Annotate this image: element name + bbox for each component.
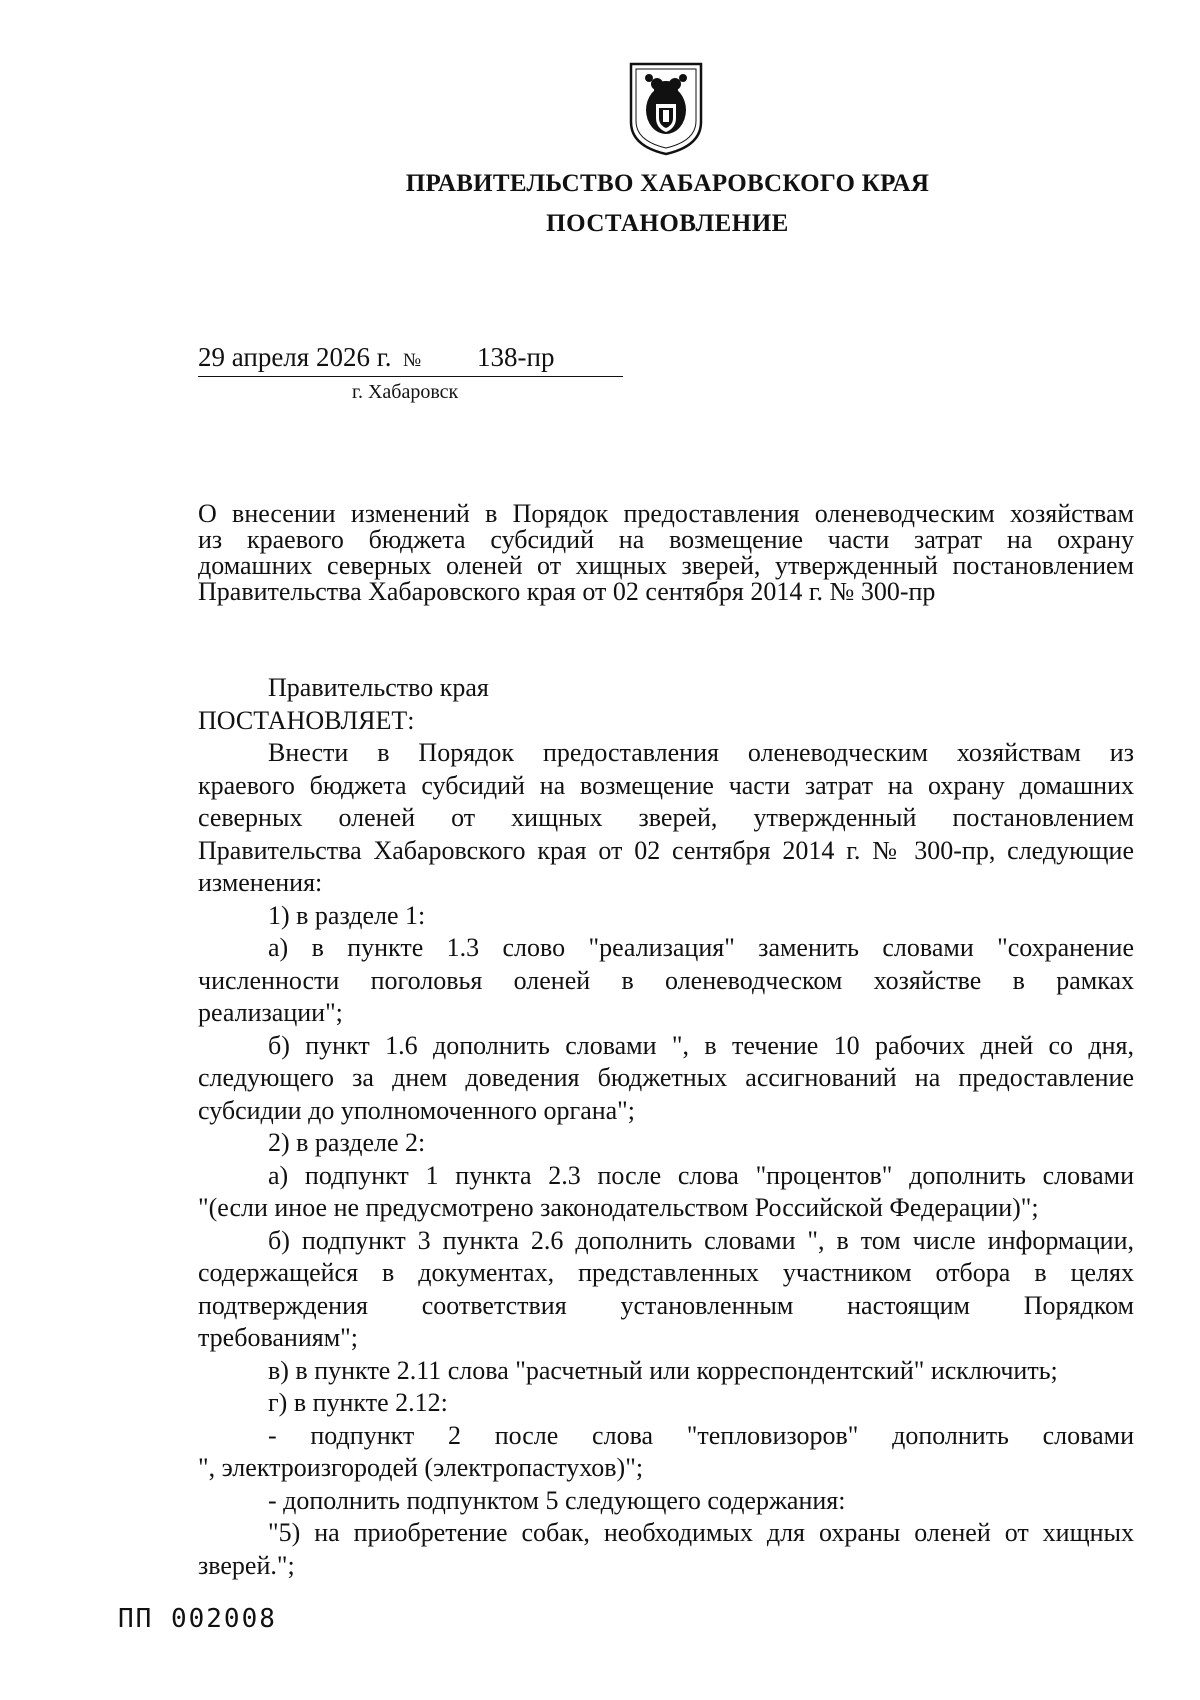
subject-line: О внесении изменений в Порядок предоставления оленеводческим хозяйствам [198, 499, 1134, 528]
number-sign: № [403, 350, 422, 371]
subject-line: Правительства Хабаровского края от 02 сентября 2014 г. № 300-пр [198, 577, 936, 606]
item-1b-line: б) пункт 1.6 дополнить словами ", в течение 10 рабочих дней со дня, [268, 1030, 1134, 1060]
organization-title: ПРАВИТЕЛЬСТВО ХАБАРОВСКОГО КРАЯ [405, 170, 930, 197]
khabarovsk-bear-emblem-icon [627, 60, 705, 156]
section-2: 2) в разделе 2: [268, 1128, 426, 1157]
intro-line: краевого бюджета субсидий на возмещение части затрат на охрану домашних [198, 770, 1134, 800]
document-body [198, 672, 1134, 1582]
item-2g-dash1-line: ", электроизгородей (электропастухов)"; [198, 1453, 644, 1482]
item-2a-line: а) подпункт 1 пункта 2.3 после слова "процентов" дополнить словами [268, 1160, 1134, 1190]
subject-line: из краевого бюджета субсидий на возмещение части затрат на охрану [198, 525, 1134, 554]
subject-line: домашних северных оленей от хищных зверей, утвержденный постановлением [198, 551, 1134, 580]
item-2b-line: подтверждения соответствия установленным настоящим Порядком [198, 1290, 1134, 1320]
item-1a-line: реализации"; [198, 998, 343, 1027]
intro-line: Правительства Хабаровского края от 02 сентября 2014 г. № 300-пр, следующие [198, 835, 1134, 865]
item-2b-line: требованиям"; [198, 1323, 358, 1352]
intro-line: Внести в Порядок предоставления оленеводческим хозяйствам из [268, 738, 1134, 767]
item-1a-line: а) в пункте 1.3 слово "реализация" заменить словами "сохранение [268, 933, 1134, 962]
item-2g-dash2: - дополнить подпунктом 5 следующего содержания: [268, 1485, 846, 1515]
item-2g-new5-line: "5) на приобретение собак, необходимых для охраны оленей от хищных [268, 1518, 1134, 1547]
item-2b-line: б) подпункт 3 пункта 2.6 дополнить словами ", в том числе информации, [268, 1225, 1134, 1255]
form-code: ПП 002008 [118, 1604, 277, 1634]
section-1: 1) в разделе 1: [268, 900, 426, 930]
item-1b-line: субсидии до уполномоченного органа"; [198, 1095, 636, 1125]
intro-line: изменения: [198, 868, 323, 897]
document-date: 29 апреля 2026 г. [198, 342, 392, 372]
intro-line: северных оленей от хищных зверей, утвержденный постановлением [198, 803, 1134, 832]
item-2g-new5-line: зверей."; [198, 1550, 295, 1580]
item-2g: г) в пункте 2.12: [268, 1388, 448, 1417]
item-2v: в) в пункте 2.11 слова "расчетный или корреспондентский" исключить; [268, 1355, 1058, 1385]
item-2g-dash1-line: - подпункт 2 после слова "тепловизоров" дополнить словами [268, 1420, 1134, 1450]
document-city: г. Хабаровск [352, 381, 459, 403]
item-1a-line: численности поголовья оленей в оленеводческом хозяйстве в рамках [198, 965, 1134, 995]
document-type: ПОСТАНОВЛЕНИЕ [546, 210, 789, 237]
item-2b-line: содержащейся в документах, представленных участником отбора в целях [198, 1258, 1134, 1287]
item-1b-line: следующего за днем доведения бюджетных ассигнований на предоставление [198, 1063, 1134, 1092]
issuer: Правительство края [268, 673, 489, 702]
document-details [198, 342, 623, 377]
document-subject [198, 501, 1134, 605]
document-number: 138-пр [477, 342, 555, 372]
item-2a-line: "(если иное не предусмотрено законодательством Российской Федерации)"; [198, 1193, 1039, 1222]
resolves-heading: ПОСТАНОВЛЯЕТ: [198, 705, 415, 735]
